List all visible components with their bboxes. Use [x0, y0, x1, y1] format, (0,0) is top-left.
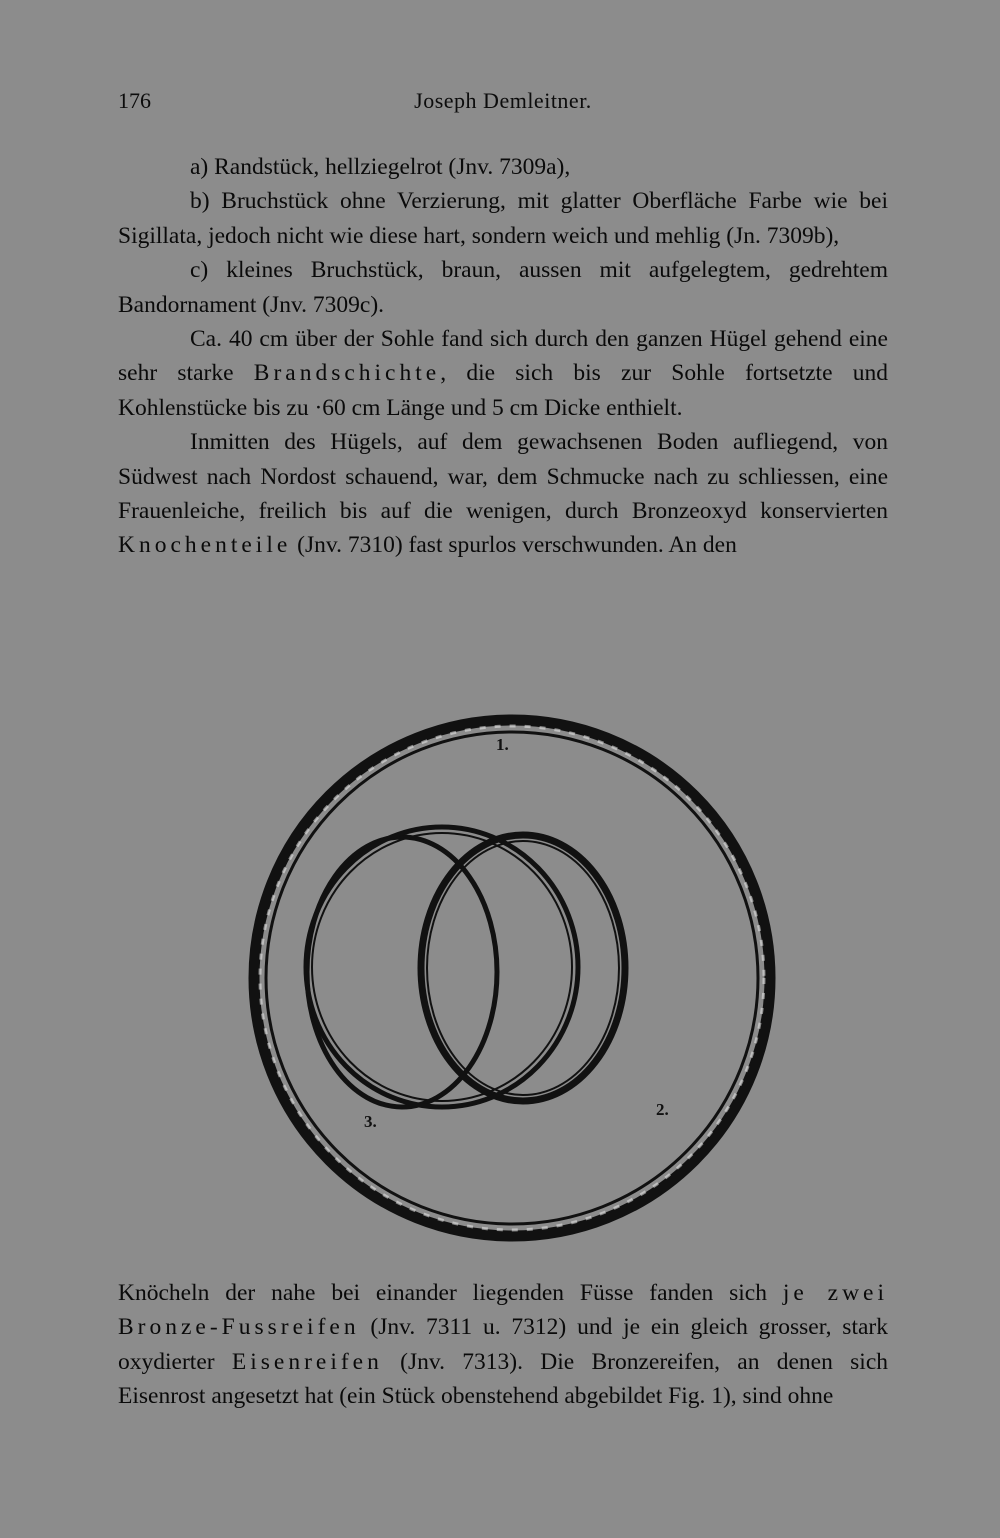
spaced-term-fussreifen: je zwei Bronze-Fussreifen [118, 1280, 888, 1341]
paragraph-item-a: a) Randstück, hellziegelrot (Jnv. 7309a), [190, 154, 571, 180]
paragraph-item-c: c) kleines Bruchstück, braun, aussen mit aufgelegtem, gedrehtem Bandornament (Jnv. 7309c). [118, 257, 888, 318]
text-run: , die sich bis zur Sohle fortsetzte und Kohlenstücke bis zu ·60 cm Länge und 5 cm Dicke enthielt. [118, 360, 889, 421]
ring-large-illustration [254, 720, 770, 1236]
running-head: Joseph Demleitner. [414, 88, 592, 113]
paragraph-brandschichte [118, 322, 888, 425]
figure-label-1: 1. [496, 735, 509, 754]
ring-right-illustration [421, 835, 625, 1101]
page-number: 176 [118, 88, 151, 113]
figure-rings-illustration [230, 695, 790, 1255]
figure-label-2: 2. [656, 1100, 669, 1119]
text-block-bottom [118, 1276, 888, 1414]
text-run: (Jnv. 7311 u. 7312) und je ein gleich grosser, stark oxydierter [118, 1314, 888, 1375]
spaced-term-brandschichte: Brandschichte [253, 360, 441, 387]
paragraph-fussreifen [118, 1276, 888, 1414]
text-run: Knöcheln der nahe bei einander liegenden Füsse fanden sich [118, 1280, 783, 1306]
ring-middle-illustration [306, 827, 578, 1107]
text-run: Ca. 40 cm über der Sohle fand sich durch den ganzen Hügel gehend eine sehr starke [118, 326, 888, 387]
paragraph-item-b: b) Bruchstück ohne Verzierung, mit glatter Oberfläche Farbe wie bei Sigillata, jedoch nicht wie diese hart, sondern weich und mehlig (Jn. 7309b), [118, 188, 888, 249]
figure-label-3: 3. [364, 1112, 377, 1131]
page-header [118, 88, 888, 122]
text-run: (Jnv. 7310) fast spurlos verschwunden. An den [291, 532, 737, 559]
text-block-top [118, 150, 888, 563]
spaced-term-eisenreifen: Eisenreifen [231, 1348, 383, 1375]
paragraph-frauenleiche [118, 425, 888, 563]
text-run: Inmitten des Hügels, auf dem gewachsenen Boden aufliegend, von Südwest nach Nordost schauend, war, dem Schmucke nach zu schliessen, eine Frauenleiche, freilich bis auf die wenigen, durch Bronzeoxyd konservierten [118, 429, 888, 525]
text-run: (Jnv. 7313). Die Bronzereifen, an denen sich Eisenrost angesetzt hat (ein Stück obenstehend abgebildet Fig. 1), sind ohne [118, 1348, 888, 1410]
spaced-term-knochenteile: Knochenteile [118, 532, 292, 559]
